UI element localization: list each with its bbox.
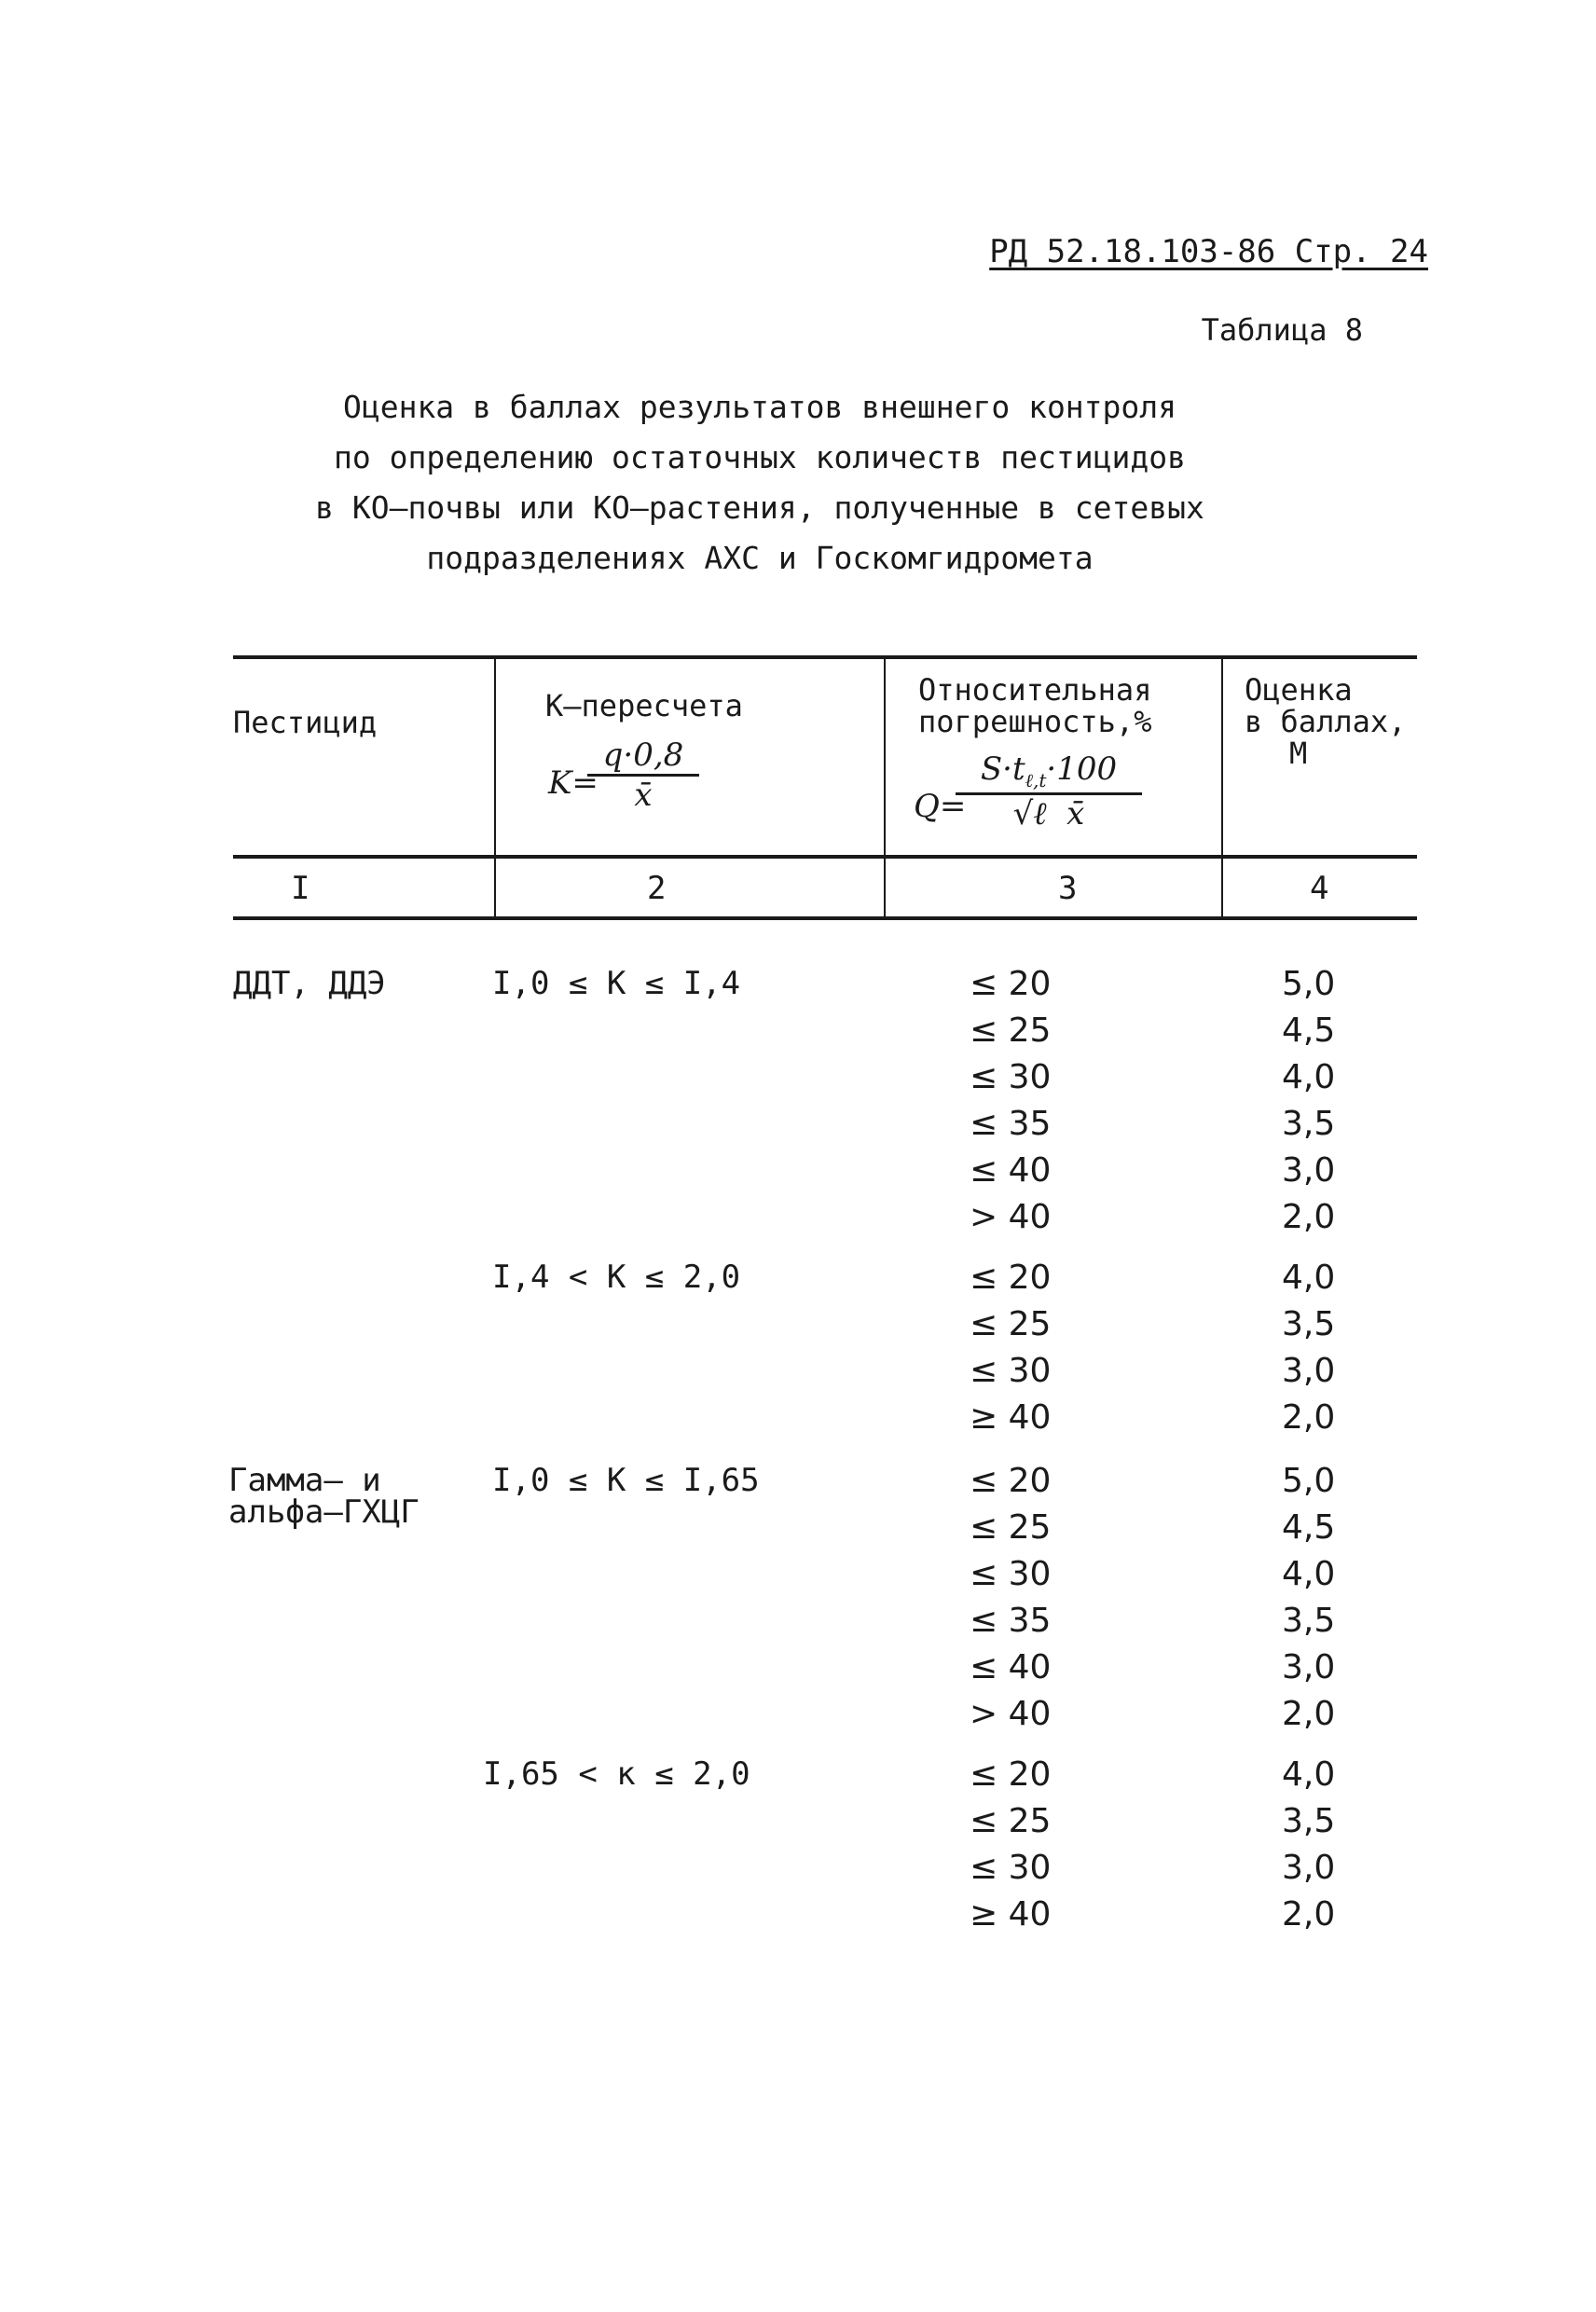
- relative-error-value: ≤ 20: [970, 1259, 1052, 1297]
- pesticide-name: ДДТ, ДДЭ: [233, 965, 386, 1002]
- relative-error-value: ≤ 30: [970, 1352, 1052, 1390]
- pesticide-name-cont: альфа–ГХЦГ: [228, 1493, 420, 1531]
- column-number: 3: [1058, 870, 1078, 907]
- table-title: [280, 382, 1240, 584]
- relative-error-value: ≤ 20: [970, 1755, 1052, 1794]
- relative-error-value: ≤ 25: [970, 1508, 1052, 1547]
- title-line: Оценка в баллах результатов внешнего контроля: [342, 389, 1177, 425]
- column-number: I: [291, 870, 310, 907]
- q-formula-denominator: [956, 795, 1142, 833]
- score-value: 4,0: [1282, 1058, 1336, 1096]
- k-formula-fraction: [587, 736, 699, 814]
- k-formula-lhs: K=: [548, 764, 598, 802]
- relative-error-value: ≤ 40: [970, 1151, 1052, 1190]
- q-formula-den-root: √ℓ: [1012, 794, 1047, 833]
- q-formula-num-main: S·t: [980, 750, 1025, 788]
- q-formula-fraction: [956, 750, 1142, 833]
- score-value: 3,5: [1282, 1602, 1336, 1640]
- relative-error-value: ≤ 35: [970, 1602, 1052, 1640]
- q-formula-num-tail: ·100: [1046, 750, 1118, 788]
- score-value: 4,0: [1282, 1555, 1336, 1593]
- k-range: I,0 ≤ К ≤ I,4: [492, 965, 741, 1002]
- score-value: 3,5: [1282, 1105, 1336, 1143]
- score-value: 3,5: [1282, 1802, 1336, 1840]
- relative-error-value: ≤ 25: [970, 1012, 1052, 1050]
- header-relative-error-line1: Относительная: [918, 672, 1152, 708]
- relative-error-value: > 40: [970, 1198, 1052, 1236]
- column-number: 2: [647, 870, 667, 907]
- k-range: I,4 < К ≤ 2,0: [492, 1259, 741, 1296]
- score-value: 4,5: [1282, 1012, 1336, 1050]
- q-formula-lhs: Q=: [914, 788, 967, 825]
- score-value: 3,0: [1282, 1151, 1336, 1190]
- score-value: 3,0: [1282, 1648, 1336, 1686]
- score-value: 3,5: [1282, 1305, 1336, 1343]
- header-score-line2: в баллах,: [1245, 704, 1407, 739]
- score-value: 2,0: [1282, 1695, 1336, 1733]
- header-pesticide: Пестицид: [233, 705, 378, 740]
- score-value: 4,5: [1282, 1508, 1336, 1547]
- header-k-recalc: К–пересчета: [545, 688, 743, 723]
- relative-error-value: ≤ 30: [970, 1058, 1052, 1096]
- score-value: 5,0: [1282, 1462, 1336, 1500]
- table-number-label: Таблица 8: [1201, 312, 1363, 348]
- q-formula-num-sub: ℓ,t: [1025, 768, 1047, 791]
- k-range: I,65 < к ≤ 2,0: [483, 1755, 750, 1793]
- q-formula-den-mean: x̄: [1066, 794, 1085, 833]
- column-divider: [1221, 659, 1223, 916]
- k-formula-numerator: q·0,8: [587, 736, 699, 777]
- document-page-reference: РД 52.18.103-86 Стр. 24: [989, 233, 1428, 270]
- table-top-rule: [233, 655, 1417, 659]
- score-value: 2,0: [1282, 1895, 1336, 1934]
- column-divider: [884, 659, 886, 916]
- relative-error-value: ≤ 20: [970, 965, 1052, 1003]
- title-line: в КО–почвы или КО–растения, полученные в сетевых: [315, 489, 1204, 526]
- header-relative-error-line2: погрешность,%: [918, 704, 1152, 739]
- relative-error-value: ≤ 30: [970, 1849, 1052, 1887]
- k-formula-denominator: x̄: [634, 777, 653, 814]
- score-value: 2,0: [1282, 1198, 1336, 1236]
- score-value: 4,0: [1282, 1259, 1336, 1297]
- header-score-line1: Оценка: [1245, 672, 1353, 708]
- title-line: подразделениях АХС и Госкомгидромета: [426, 540, 1094, 576]
- relative-error-value: ≤ 30: [970, 1555, 1052, 1593]
- relative-error-value: ≤ 25: [970, 1802, 1052, 1840]
- header-score-line3: М: [1289, 736, 1308, 771]
- pesticide-name: Гамма– и: [228, 1462, 381, 1499]
- score-value: 4,0: [1282, 1755, 1336, 1794]
- title-line: по определению остаточных количеств пестицидов: [334, 439, 1186, 475]
- score-value: 3,0: [1282, 1849, 1336, 1887]
- relative-error-value: ≤ 40: [970, 1648, 1052, 1686]
- relative-error-value: ≥ 40: [970, 1895, 1052, 1934]
- relative-error-value: ≤ 25: [970, 1305, 1052, 1343]
- relative-error-value: ≤ 20: [970, 1462, 1052, 1500]
- score-value: 3,0: [1282, 1352, 1336, 1390]
- column-number: 4: [1310, 870, 1329, 907]
- column-number-rule: [233, 916, 1417, 920]
- relative-error-value: > 40: [970, 1695, 1052, 1733]
- column-divider: [494, 659, 496, 916]
- k-range: I,0 ≤ К ≤ I,65: [492, 1462, 760, 1499]
- q-formula-numerator: [956, 750, 1142, 795]
- header-bottom-rule: [233, 855, 1417, 859]
- relative-error-value: ≥ 40: [970, 1398, 1052, 1437]
- score-value: 2,0: [1282, 1398, 1336, 1437]
- relative-error-value: ≤ 35: [970, 1105, 1052, 1143]
- score-value: 5,0: [1282, 965, 1336, 1003]
